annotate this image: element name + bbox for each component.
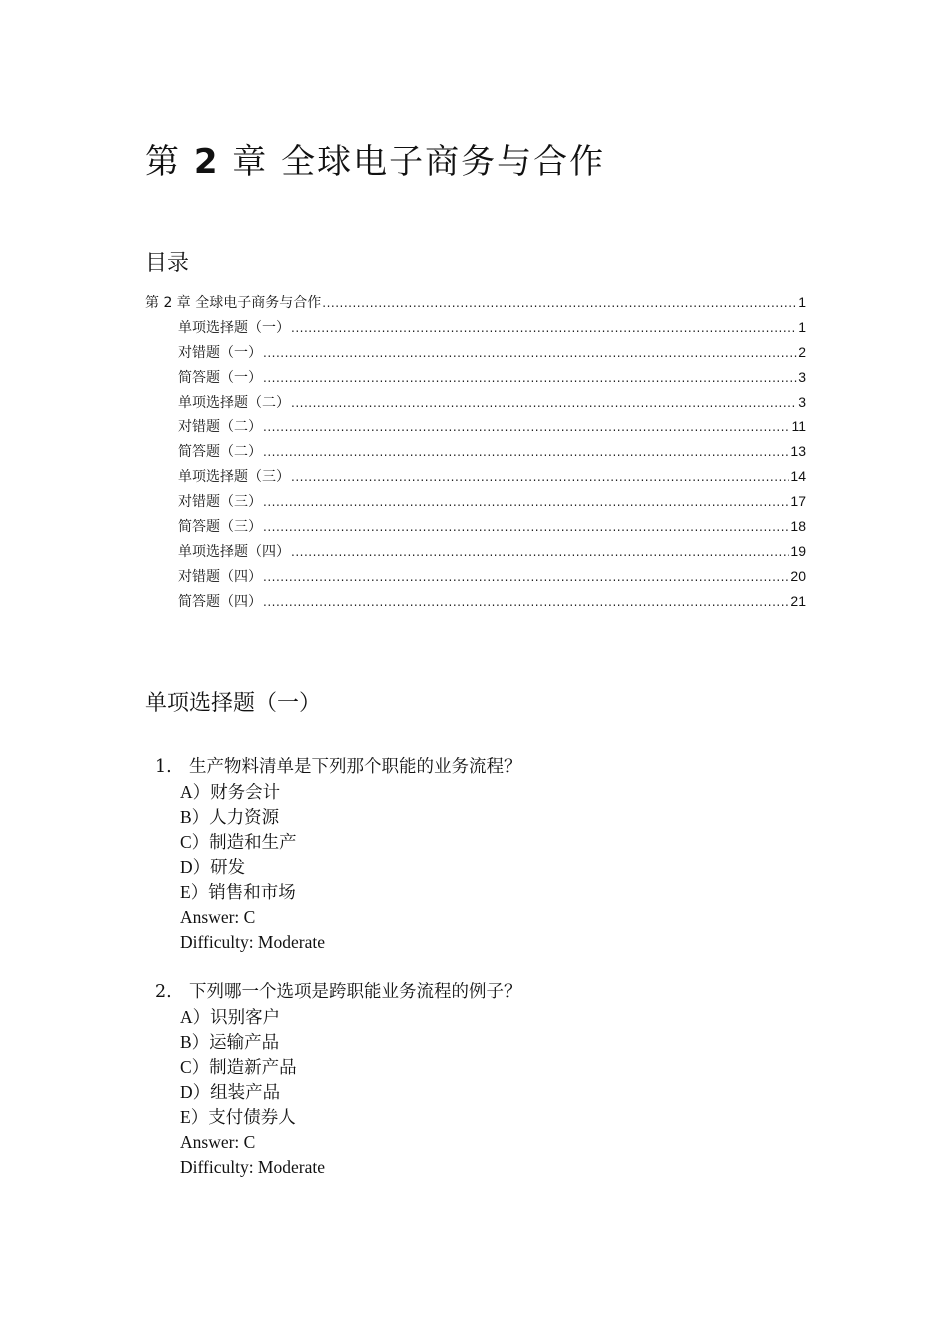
toc-entry-page: 18 [790,518,806,535]
toc-entry-text: 单项选择题（一） [178,319,290,336]
section-heading [145,686,321,717]
toc-leader [263,371,797,385]
chapter-name: 章 全球电子商务与合作 [232,142,606,182]
toc-leader [263,495,789,509]
toc-entry[interactable] [145,416,806,441]
question-list [145,755,845,1205]
option-b: B）运输产品 [180,1032,280,1052]
toc-entry[interactable] [145,367,806,392]
toc-entry-page: 3 [798,393,806,410]
toc-entry-page: 11 [791,418,806,435]
toc-leader [263,570,789,584]
chapter-title [145,134,605,183]
toc-entry[interactable] [145,317,806,342]
toc-entry-page: 14 [790,468,806,485]
toc-entry[interactable] [145,466,806,491]
toc-leader [291,545,789,559]
question-text: 下列哪一个选项是跨职能业务流程的例子？ [189,982,522,1002]
question-number-text: 2. [155,982,172,1002]
toc-entry-page: 3 [798,368,806,385]
toc-entry-page: 2 [798,343,806,360]
answer-line: Answer: C [180,907,256,927]
toc-heading [145,246,189,277]
table-of-contents [145,292,806,616]
difficulty-line: Difficulty: Moderate [180,932,325,952]
toc-entry-text: 对错题（四） [178,568,262,585]
toc-entry-page: 1 [798,294,806,310]
option-c: C）制造和生产 [180,832,297,852]
question-options [145,1005,845,1180]
toc-entry-text: 单项选择题（四） [178,543,290,560]
toc-leader [291,396,797,410]
option-a: A）财务会计 [180,782,281,802]
option-e: E）销售和市场 [180,882,296,902]
toc-entry[interactable] [145,566,806,591]
toc-entry-text: 单项选择题（二） [178,394,290,411]
option-c: C）制造新产品 [180,1057,297,1077]
toc-entry-text: 简答题（二） [178,444,262,461]
option-d: D）组装产品 [180,1082,281,1102]
toc-entry-page: 19 [790,542,806,559]
question-item [145,755,845,955]
question-options [145,780,845,955]
toc-entry-text: 对错题（一） [178,344,262,361]
toc-leader [263,420,790,434]
toc-entry[interactable] [145,541,806,566]
toc-entry[interactable] [145,392,806,417]
chapter-number: 2 [193,142,220,182]
option-b: B）人力资源 [180,807,280,827]
option-d: D）研发 [180,857,246,877]
toc-leader [263,445,789,459]
toc-leader [322,296,797,310]
toc-entry[interactable] [145,591,806,616]
toc-entry-text: 单项选择题（三） [178,469,290,486]
option-a: A）识别客户 [180,1007,281,1027]
toc-entry[interactable] [145,516,806,541]
toc-entry[interactable] [145,491,806,516]
toc-entry-page: 13 [790,443,806,460]
toc-entry-text: 简答题（三） [178,519,262,536]
question-number [145,755,189,780]
toc-entry-page: 1 [798,318,806,335]
toc-heading-text: 目录 [145,251,190,276]
toc-leader [263,520,789,534]
question-number [145,980,189,1005]
question-stem [145,980,845,1005]
toc-entry-page: 21 [790,592,806,609]
question-item [145,980,845,1180]
toc-entry-text: 第 2 章 全球电子商务与合作 [145,295,322,311]
question-stem [145,755,845,780]
toc-entry-text: 对错题（三） [178,494,262,511]
toc-entry-page: 20 [790,567,806,584]
answer-line: Answer: C [180,1132,256,1152]
toc-leader [263,595,789,609]
toc-entry-text: 简答题（一） [178,369,262,386]
chapter-prefix: 第 [145,142,181,182]
question-number-text: 1. [155,757,172,777]
section-heading-text: 单项选择题（一） [145,691,322,716]
toc-entry[interactable] [145,342,806,367]
question-text: 生产物料清单是下列那个职能的业务流程？ [189,757,522,777]
toc-entry-text: 简答题（四） [178,593,262,610]
option-e: E）支付债券人 [180,1107,296,1127]
toc-entry-text: 对错题（二） [178,419,262,436]
difficulty-line: Difficulty: Moderate [180,1157,325,1177]
toc-leader [263,346,797,360]
toc-leader [291,321,797,335]
toc-leader [291,470,789,484]
toc-entry-page: 17 [790,493,806,510]
toc-entry-chapter[interactable] [145,292,806,317]
toc-entry[interactable] [145,441,806,466]
